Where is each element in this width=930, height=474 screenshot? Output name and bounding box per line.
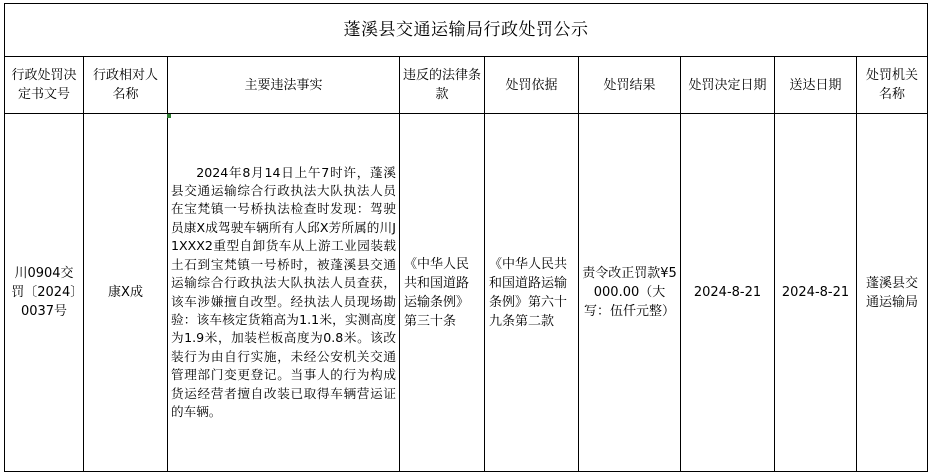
header-result: 处罚结果 — [579, 57, 681, 114]
header-delivery-date: 送达日期 — [775, 57, 857, 114]
page-title: 蓬溪县交通运输局行政处罚公示 — [5, 4, 928, 57]
header-basis: 处罚依据 — [485, 57, 579, 114]
cell-comment-marker — [167, 114, 171, 118]
cell-agency: 蓬溪县交通运输局 — [857, 114, 928, 472]
header-decision-date: 处罚决定日期 — [681, 57, 775, 114]
cell-decision-date: 2024-8-21 — [681, 114, 775, 472]
header-law: 违反的法律条款 — [400, 57, 485, 114]
header-row — [5, 57, 928, 114]
cell-law: 《中华人民共和国道路运输条例》第三十条 — [400, 114, 485, 472]
header-facts: 主要违法事实 — [168, 57, 400, 114]
header-doc-no: 行政处罚决定书文号 — [5, 57, 84, 114]
cell-result: 责令改正罚款¥5000.00（大写：伍仟元整） — [579, 114, 681, 472]
header-agency: 处罚机关名称 — [857, 57, 928, 114]
penalty-table — [4, 3, 928, 472]
cell-doc-no: 川0904交罚〔2024〕0037号 — [5, 114, 84, 472]
cell-basis: 《中华人民共和国道路运输条例》第六十九条第二款 — [485, 114, 579, 472]
table-row — [5, 114, 928, 472]
cell-delivery-date: 2024-8-21 — [775, 114, 857, 472]
cell-facts: 2024年8月14日上午7时许，蓬溪县交通运输综合行政执法大队执法人员在宝梵镇一号桥执法检查时发现：驾驶员康X成驾驶车辆所有人邱X芳所属的川J1XXX2重型自卸货车从上游工业园装载土石到宝梵镇一号桥时，被蓬溪县交通运输综合行政执法大队执法人员查获，该车涉嫌擅自改型。经执法人员现场勘验：该车核定货箱高为1.1米，实测高度为1.9米，加装栏板高度为0.8米。该改装行为由自行实施，未经公安机关交通管理部门变更登记。当事人的行为构成货运经营者擅自改装已取得车辆营运证的车辆。 — [168, 114, 400, 472]
header-party: 行政相对人名称 — [84, 57, 168, 114]
cell-party: 康X成 — [84, 114, 168, 472]
